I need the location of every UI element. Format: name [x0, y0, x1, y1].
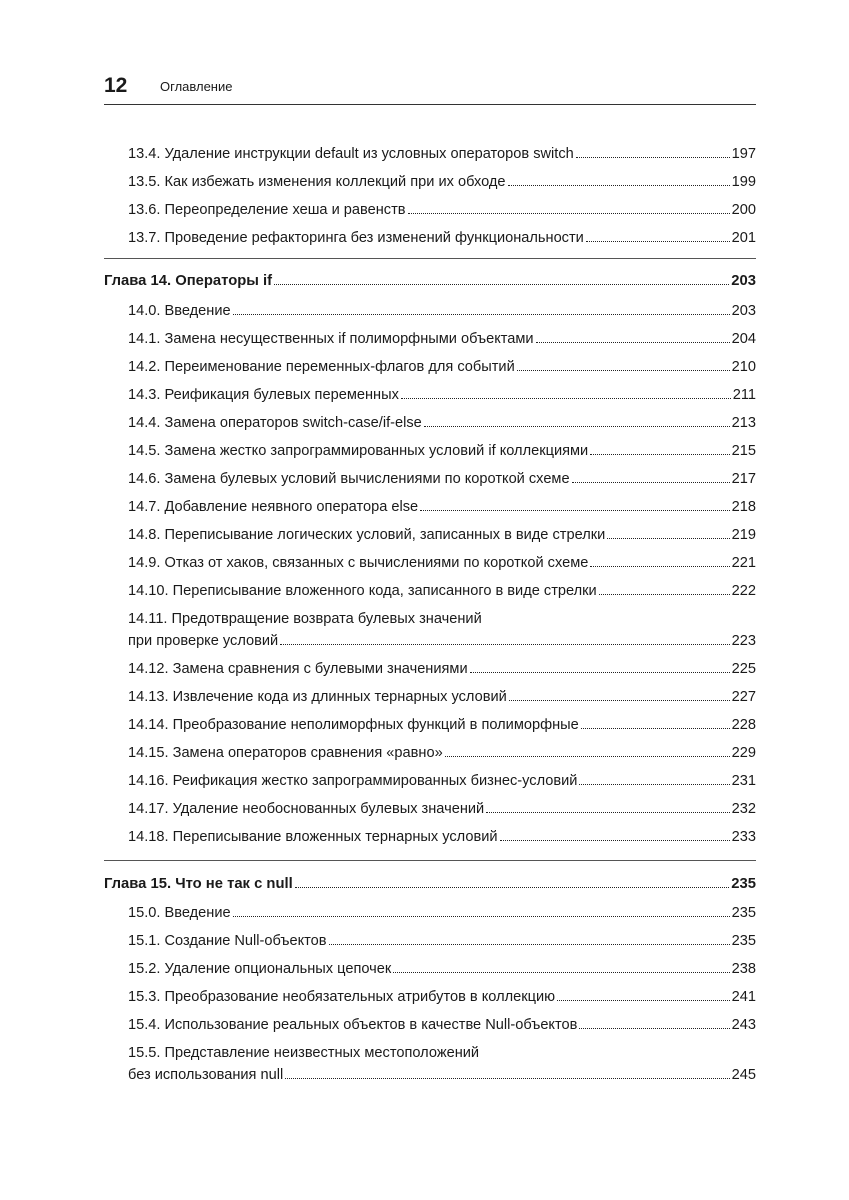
toc-entry-title[interactable]: 15.5. Представление неизвестных местоположений — [128, 1045, 480, 1061]
toc-entry-title: 14.8. Переписывание логических условий, записанных в виде стрелки — [128, 527, 606, 543]
toc-entry-page: 210 — [731, 359, 756, 375]
dot-leader — [599, 594, 730, 595]
dot-leader — [590, 454, 729, 455]
dot-leader — [581, 728, 730, 729]
toc-entry-page: 243 — [731, 1017, 756, 1033]
toc-entry-title: 14.2. Переименование переменных-флагов для событий — [128, 359, 515, 375]
toc-entry-page: 228 — [731, 717, 756, 733]
dot-leader — [233, 916, 730, 917]
toc-entry[interactable] — [128, 358, 756, 376]
toc-entry-page: 223 — [731, 633, 756, 649]
toc-entry[interactable] — [128, 526, 756, 544]
dot-leader — [285, 1078, 729, 1079]
chapter-title: Глава 15. Что не так с null — [104, 876, 293, 892]
toc-entry-page: 221 — [731, 555, 756, 571]
dot-leader — [295, 887, 730, 888]
toc-entry[interactable] — [128, 470, 756, 488]
toc-entry-page: 218 — [731, 499, 756, 515]
toc-entry-title: 14.7. Добавление неявного оператора else — [128, 499, 419, 515]
toc-entry-page: 241 — [731, 989, 756, 1005]
toc-entry-page: 219 — [731, 527, 756, 543]
toc-entry[interactable] — [128, 173, 756, 191]
toc-entry[interactable] — [128, 904, 756, 922]
dot-leader — [470, 672, 730, 673]
running-title: Оглавление — [160, 79, 233, 94]
toc-entry-title: 14.12. Замена сравнения с булевыми значениями — [128, 661, 468, 677]
toc-entry-page: 211 — [732, 387, 756, 403]
toc-entry-page: 201 — [731, 230, 756, 246]
toc-entry-title: 13.5. Как избежать изменения коллекций при их обходе — [128, 174, 506, 190]
dot-leader — [486, 812, 729, 813]
dot-leader — [508, 185, 730, 186]
toc-entry[interactable] — [128, 988, 756, 1006]
toc-entry-page: 217 — [731, 471, 756, 487]
dot-leader — [557, 1000, 730, 1001]
dot-leader — [329, 944, 730, 945]
dot-leader — [445, 756, 730, 757]
toc-entry-title: 14.1. Замена несущественных if полиморфными объектами — [128, 331, 534, 347]
toc-entry[interactable] — [128, 744, 756, 762]
chapter-page: 235 — [731, 876, 756, 892]
toc-entry[interactable] — [128, 302, 756, 320]
toc-entry-title: 15.3. Преобразование необязательных атрибутов в коллекцию — [128, 989, 556, 1005]
toc-entry[interactable] — [128, 932, 756, 950]
toc-entry[interactable] — [128, 330, 756, 348]
toc-entry-page: 199 — [731, 174, 756, 190]
toc-entry-title: 14.10. Переписывание вложенного кода, записанного в виде стрелки — [128, 583, 597, 599]
toc-entry[interactable] — [128, 688, 756, 706]
dot-leader — [607, 538, 729, 539]
toc-entry-title: 14.15. Замена операторов сравнения «равно» — [128, 745, 443, 761]
dot-leader — [579, 784, 729, 785]
toc-entry[interactable] — [128, 145, 756, 163]
toc-entry[interactable] — [128, 828, 756, 846]
chapter-page: 203 — [731, 273, 756, 289]
toc-entry[interactable] — [128, 800, 756, 818]
toc-entry-page: 222 — [731, 583, 756, 599]
dot-leader — [424, 426, 730, 427]
toc-entry[interactable] — [128, 1016, 756, 1034]
toc-entry-title: 14.17. Удаление необоснованных булевых значений — [128, 801, 485, 817]
toc-entry-title: 15.4. Использование реальных объектов в качестве Null-объектов — [128, 1017, 578, 1033]
toc-entry-title: 14.13. Извлечение кода из длинных тернарных условий — [128, 689, 507, 705]
dot-leader — [576, 157, 730, 158]
dot-leader — [517, 370, 730, 371]
dot-leader — [500, 840, 730, 841]
toc-entry-page: 203 — [731, 303, 756, 319]
dot-leader — [509, 700, 730, 701]
toc-entry[interactable] — [128, 716, 756, 734]
toc-entry-title: 13.7. Проведение рефакторинга без изменений функциональности — [128, 230, 584, 246]
page-header — [104, 72, 756, 105]
toc-entry-page: 204 — [731, 331, 756, 347]
dot-leader — [401, 398, 731, 399]
toc-entry-title: 14.6. Замена булевых условий вычислениями по короткой схеме — [128, 471, 570, 487]
toc-entry-title: 14.14. Преобразование неполиморфных функций в полиморфные — [128, 717, 579, 733]
toc-entry-page: 231 — [731, 773, 756, 789]
toc-entry[interactable] — [128, 582, 756, 600]
toc-entry-page: 238 — [731, 961, 756, 977]
toc-entry[interactable] — [128, 442, 756, 460]
dot-leader — [233, 314, 730, 315]
toc-entry-title: 15.2. Удаление опциональных цепочек — [128, 961, 392, 977]
toc-entry-title: 14.0. Введение — [128, 303, 231, 319]
dot-leader — [274, 284, 729, 285]
toc-entry-title-continued: без использования null — [128, 1067, 284, 1083]
section-divider — [104, 860, 756, 861]
toc-entry-title: 14.16. Реификация жестко запрограммированных бизнес-условий — [128, 773, 578, 789]
dot-leader — [420, 510, 729, 511]
toc-entry[interactable] — [128, 632, 756, 650]
toc-entry-title: 14.5. Замена жестко запрограммированных условий if коллекциями — [128, 443, 589, 459]
toc-entry[interactable] — [128, 498, 756, 516]
dot-leader — [280, 644, 729, 645]
toc-entry-title: 14.9. Отказ от хаков, связанных с вычислениями по короткой схеме — [128, 555, 589, 571]
toc-entry-page: 235 — [731, 905, 756, 921]
toc-entry-page: 197 — [731, 146, 756, 162]
dot-leader — [536, 342, 730, 343]
toc-entry[interactable] — [128, 201, 756, 219]
dot-leader — [572, 482, 730, 483]
toc-entry-title-continued: при проверке условий — [128, 633, 279, 649]
dot-leader — [586, 241, 730, 242]
toc-entry[interactable] — [128, 660, 756, 678]
chapter-heading[interactable] — [104, 875, 756, 893]
chapter-heading[interactable] — [104, 272, 756, 290]
dot-leader — [579, 1028, 729, 1029]
toc-entry-page: 200 — [731, 202, 756, 218]
dot-leader — [590, 566, 729, 567]
toc-entry-page: 213 — [731, 415, 756, 431]
section-divider — [104, 258, 756, 259]
toc-entry[interactable] — [128, 960, 756, 978]
toc-entry-title: 14.4. Замена операторов switch-case/if-else — [128, 415, 422, 431]
chapter-title: Глава 14. Операторы if — [104, 273, 273, 289]
toc-entry-page: 235 — [731, 933, 756, 949]
toc-entry-title: 14.18. Переписывание вложенных тернарных условий — [128, 829, 498, 845]
toc-entry[interactable] — [128, 414, 756, 432]
toc-entry-page: 227 — [731, 689, 756, 705]
toc-entry-page: 215 — [731, 443, 756, 459]
toc-entry-title: 13.4. Удаление инструкции default из условных операторов switch — [128, 146, 574, 162]
toc-entry[interactable] — [128, 229, 756, 247]
toc-entry-title: 15.0. Введение — [128, 905, 231, 921]
dot-leader — [393, 972, 729, 973]
toc-entry-page: 225 — [731, 661, 756, 677]
toc-entry-page: 229 — [731, 745, 756, 761]
toc-entry-title: 13.6. Переопределение хеша и равенств — [128, 202, 406, 218]
dot-leader — [408, 213, 730, 214]
toc-entry[interactable] — [128, 1066, 756, 1084]
page-number: 12 — [104, 74, 128, 97]
toc-entry[interactable] — [128, 772, 756, 790]
toc-entry-page: 233 — [731, 829, 756, 845]
toc-entry-title: 15.1. Создание Null-объектов — [128, 933, 327, 949]
toc-entry[interactable] — [128, 554, 756, 572]
toc-entry-title[interactable]: 14.11. Предотвращение возврата булевых значений — [128, 611, 482, 627]
toc-entry-page: 232 — [731, 801, 756, 817]
toc-entry[interactable] — [128, 386, 756, 404]
toc-entry-title: 14.3. Реификация булевых переменных — [128, 387, 399, 403]
toc-entry-page: 245 — [731, 1067, 756, 1083]
